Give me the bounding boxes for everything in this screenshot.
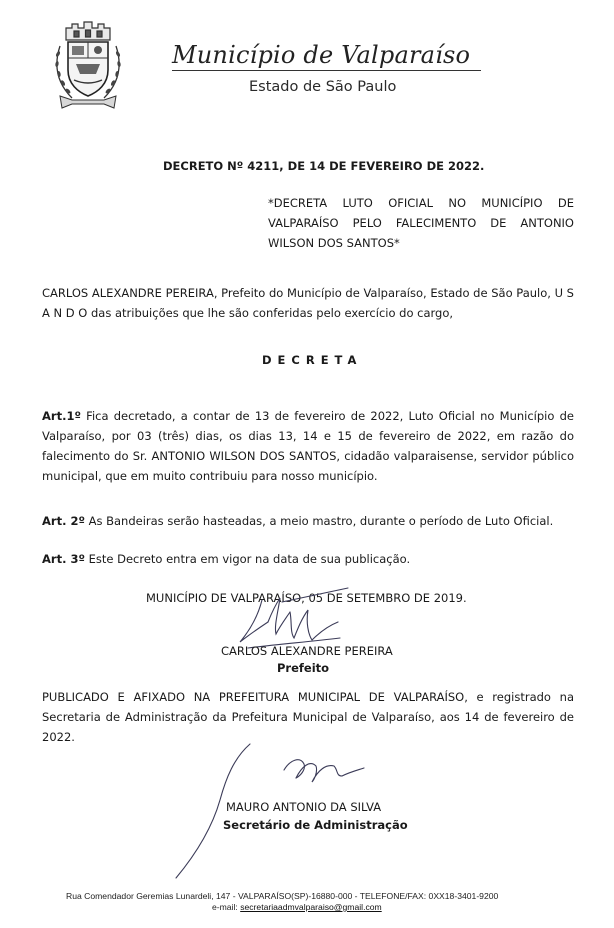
article-1 — [42, 406, 574, 486]
footer-address: Rua Comendador Geremias Lunardeli, 147 - VALPARAÍSO(SP)-16880-000 - TELEFONE/FAX: 0XX18-3401-9200 — [66, 891, 499, 901]
decree-number: DECRETO Nº 4211, DE 14 DE FEVEREIRO DE 2022. — [163, 159, 485, 173]
mayor-title: Prefeito — [277, 661, 330, 675]
publication-notice: PUBLICADO E AFIXADO NA PREFEITURA MUNICIPAL DE VALPARAÍSO, e registrado na Secretaria de Administração da Prefeitura Municipal de Valparaíso, aos 14 de fevereiro de 2022. — [42, 690, 574, 744]
place-and-date: MUNICÍPIO DE VALPARAÍSO, 05 DE SETEMBRO DE 2019. — [146, 591, 467, 605]
article-3 — [42, 549, 574, 569]
preamble: CARLOS ALEXANDRE PEREIRA, Prefeito do Município de Valparaíso, Estado de São Paulo, U S A N D O das atribuições que lhe são conferidas pelo exercício do cargo, — [42, 286, 574, 320]
article-2-label: Art. 2º — [42, 514, 85, 528]
decreta-heading: DECRETA — [262, 353, 363, 367]
article-2-text: As Bandeiras serão hasteadas, a meio mastro, durante o período de Luto Oficial. — [88, 514, 554, 528]
state-subtitle: Estado de São Paulo — [249, 79, 397, 95]
secretary-title: Secretário de Administração — [223, 818, 408, 832]
title-underline — [172, 70, 481, 71]
footer-email-line — [212, 902, 382, 913]
footer-email-link[interactable]: secretariaadmvalparaiso@gmail.com — [240, 902, 382, 912]
decree-summary: *DECRETA LUTO OFICIAL NO MUNICÍPIO DE VALPARAÍSO PELO FALECIMENTO DE ANTONIO WILSON DOS SANTOS* — [268, 196, 574, 250]
footer-email-label: e-mail: — [212, 902, 238, 912]
article-1-text: Fica decretado, a contar de 13 de fevereiro de 2022, Luto Oficial no Município de Valparaíso, por 03 (três) dias, os dias 13, 14 e 15 de fevereiro de 2022, em razão do falecimento do Sr. ANTONIO WILSON DOS SANTOS, cidadão valparaisense, servidor público municipal, que em muito contribuiu para nosso município. — [42, 409, 574, 483]
article-2 — [42, 511, 574, 531]
coat-of-arms-icon — [52, 20, 124, 112]
article-3-label: Art. 3º — [42, 552, 85, 566]
municipality-title: Município de Valparaíso — [172, 41, 471, 69]
article-3-text: Este Decreto entra em vigor na data de sua publicação. — [88, 552, 411, 566]
mayor-name: CARLOS ALEXANDRE PEREIRA — [221, 644, 393, 658]
article-1-label: Art.1º — [42, 409, 81, 423]
secretary-name: MAURO ANTONIO DA SILVA — [226, 800, 382, 814]
